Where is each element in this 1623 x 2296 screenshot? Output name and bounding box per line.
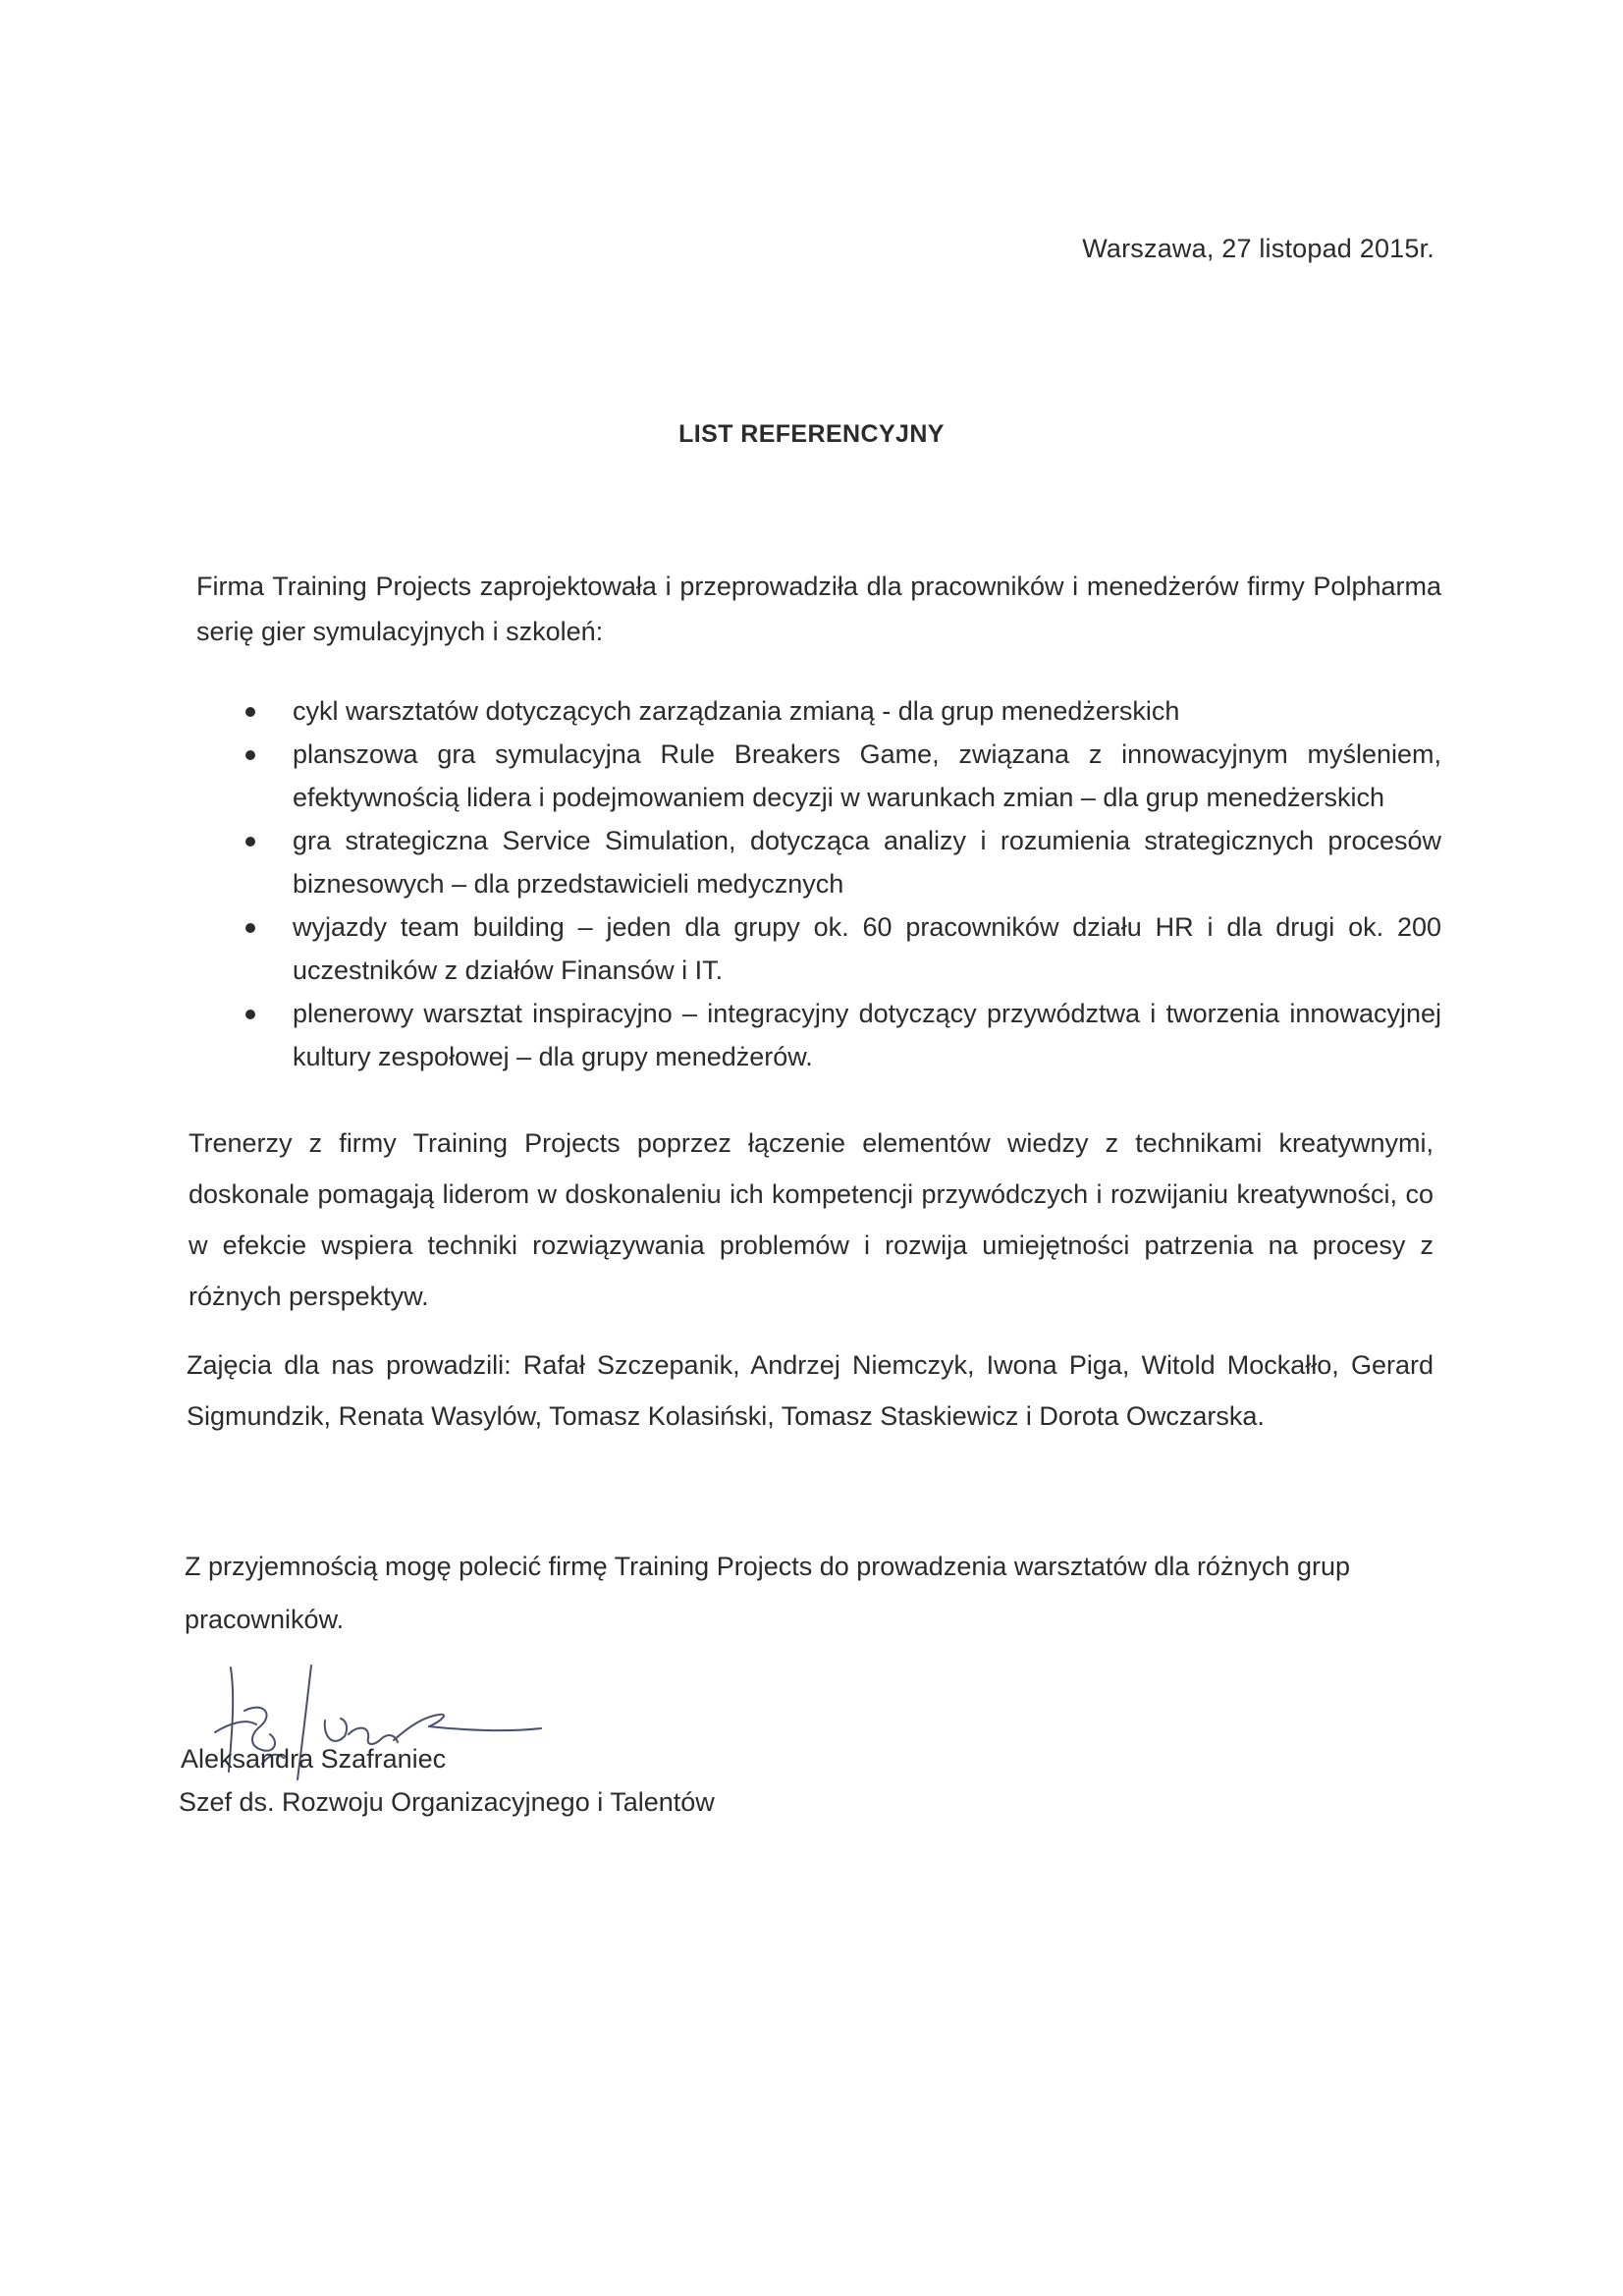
list-item [242, 733, 1441, 819]
list-item [242, 819, 1441, 905]
list-item-text: wyjazdy team building – jeden dla grupy ok. 60 pracowników działu HR i dla drugi ok. 200 uczestników z działów Finansów i IT. [293, 912, 1441, 985]
list-item-text: cykl warsztatów dotyczących zarządzania zmianą - dla grup menedżerskich [293, 696, 1180, 726]
signer-name: Aleksandra Szafraniec [181, 1744, 447, 1774]
trainers-paragraph: Trenerzy z firmy Training Projects poprzez łączenie elementów wiedzy z technikami kreatywnymi, doskonale pomagają liderom w doskonaleniu ich kompetencji przywódczych i rozwijaniu kreatywności, co w efekcie wspiera techniki rozwiązywania problemów i rozwija umiejętności patrzenia na procesy z różnych perspektyw. [189, 1128, 1434, 1311]
signer-role: Szef ds. Rozwoju Organizacyjnego i Talentów [179, 1787, 715, 1817]
trainer-names-paragraph: Zajęcia dla nas prowadzili: Rafał Szczepanik, Andrzej Niemczyk, Iwona Piga, Witold Mockałło, Gerard Sigmundzik, Renata Wasylów, Tomasz Kolasiński, Tomasz Staskiewicz i Dorota Owczarska. [187, 1350, 1434, 1431]
bullet-icon [245, 837, 255, 847]
closing-paragraph: Z przyjemnością mogę polecić firmę Training Projects do prowadzenia warsztatów dla różnych grup pracowników. [185, 1552, 1351, 1634]
letter-title: LIST REFERENCYJNY [678, 420, 945, 448]
list-item [242, 689, 1441, 733]
intro-paragraph: Firma Training Projects zaprojektowała i przeprowadziła dla pracowników i menedżerów firmy Polpharma serię gier symulacyjnych i szkoleń: [196, 572, 1441, 646]
list-item [242, 992, 1441, 1078]
list-item-text: gra strategiczna Service Simulation, dotycząca analizy i rozumienia strategicznych procesów biznesowych – dla przedstawicieli medycznych [293, 826, 1441, 899]
list-item-text: planszowa gra symulacyjna Rule Breakers Game, związana z innowacyjnym myśleniem, efektywnością lidera i podejmowaniem decyzji w warunkach zmian – dla grup menedżerskich [293, 739, 1441, 812]
letter-date: Warszawa, 27 listopad 2015r. [1082, 234, 1434, 263]
bullet-icon [245, 750, 255, 760]
bullet-icon [245, 707, 255, 717]
list-item [242, 905, 1441, 992]
services-list [242, 689, 1441, 1078]
bullet-icon [245, 1010, 255, 1019]
list-item-text: plenerowy warsztat inspiracyjno – integracyjny dotyczący przywództwa i tworzenia innowacyjnej kultury zespołowej – dla grupy menedżerów. [293, 999, 1441, 1071]
bullet-icon [245, 923, 255, 933]
